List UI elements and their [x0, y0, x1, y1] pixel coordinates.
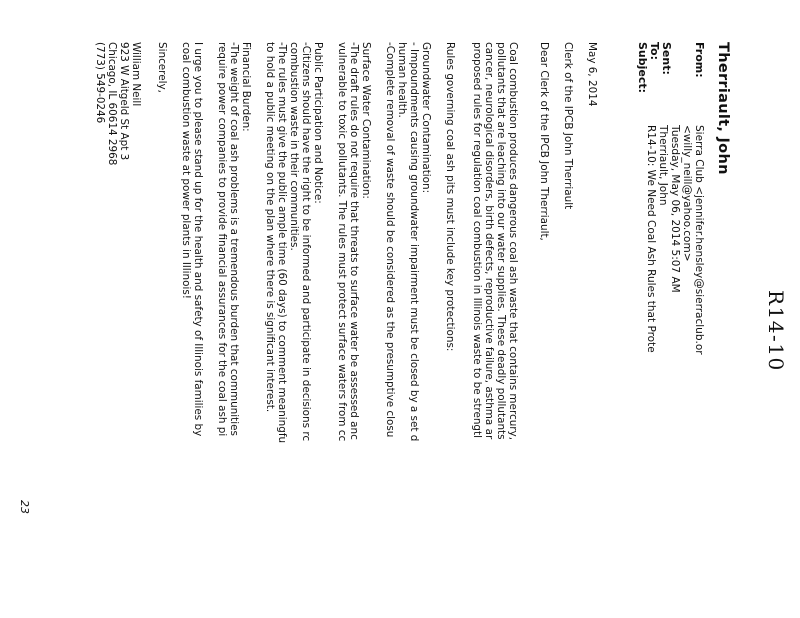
surface-water-heading: Surface Water Contamination: [360, 42, 372, 199]
to-value: Therriault, John [657, 125, 669, 206]
sign-off: Sincerely, [156, 42, 168, 93]
rules-intro: Rules governing coal ash pits must include key protections: [444, 42, 456, 352]
groundwater-line: - Impoundments causing groundwater impairment must be closed by a set d [408, 42, 420, 442]
groundwater-heading: Groundwater Contamination: [420, 42, 432, 194]
surface-water-line: -The draft rules do not require that threats to surface water be assessed anc [348, 42, 360, 440]
surface-water-line: vulnerable to toxic pollutants. The rules must protect surface waters from cc [336, 42, 348, 442]
docket-code: R14-10 [764, 290, 788, 372]
public-participation-line: combustion waste in their communities. [288, 42, 300, 251]
public-participation-line: -Citizens should have the right to be informed and participate in decisions rc [300, 42, 312, 442]
page-number: 23 [18, 500, 31, 514]
paragraph-line: cancer, neurological disorders, birth defects, reproductive failure, asthma ar [483, 42, 495, 440]
paragraph-line: pollutants that are leaching into our water supplies. These deadly pollutants [495, 42, 507, 440]
financial-burden-line: require power companies to provide financial assurances for the coal ash pi [216, 42, 228, 437]
subject-label: Subject: [636, 42, 649, 94]
public-participation-line: to hold a public meeting on the plan where there is significant interest. [264, 42, 276, 413]
groundwater-line: human health. [396, 42, 408, 118]
closing-line: coal combustion waste at power plants in Illinois! [180, 42, 192, 299]
groundwater-line: -Complete removal of waste should be considered as the presumptive closu [384, 42, 396, 438]
paragraph-line: Coal combustion produces dangerous coal ash waste that contains mercury, [507, 42, 519, 441]
subject-value: R14-10: We Need Coal Ash Rules that Prote [645, 125, 657, 353]
signature-city: Chicago, IL 60614 2968 [106, 42, 118, 166]
closing-line: I urge you to please stand up for the health and safety of Illinois families by [192, 42, 204, 437]
signature-phone: (773) 549-0246 [94, 42, 106, 124]
letter-salutation: Dear Clerk of the IPCB John Therriault, [538, 42, 550, 241]
from-value-email: <willy_neill@yahoo.com> [681, 125, 693, 262]
to-label: To: [648, 42, 661, 60]
letter-recipient: Clerk of the IPCB John Therriault [562, 42, 574, 210]
public-participation-line: -The rules must give the public ample time (60 days) to comment meaningfu [276, 42, 288, 444]
from-value: Sierra Club <jennifer.hensley@sierraclub.or [693, 125, 705, 355]
financial-burden-heading: Financial Burden: [240, 42, 252, 132]
sent-label: Sent: [660, 42, 673, 75]
from-label: From: [693, 42, 706, 78]
financial-burden-line: -The weight of coal ash problems is a tremendous burden that communities [228, 42, 240, 436]
signature-street: 923 W Aitgeld St Apt 3 [118, 42, 130, 161]
letter-date: May 6, 2014 [586, 42, 598, 107]
header-name: Therriault, John [715, 42, 731, 175]
paragraph-line: proposed rules for regulation coal combustion in Illinois waste to be strengtl [471, 42, 483, 438]
public-participation-heading: Public Participation and Notice: [312, 42, 324, 204]
signature-name: William Neill [130, 42, 142, 107]
sent-value: Tuesday, May 06, 2014 5:07 AM [669, 125, 681, 293]
